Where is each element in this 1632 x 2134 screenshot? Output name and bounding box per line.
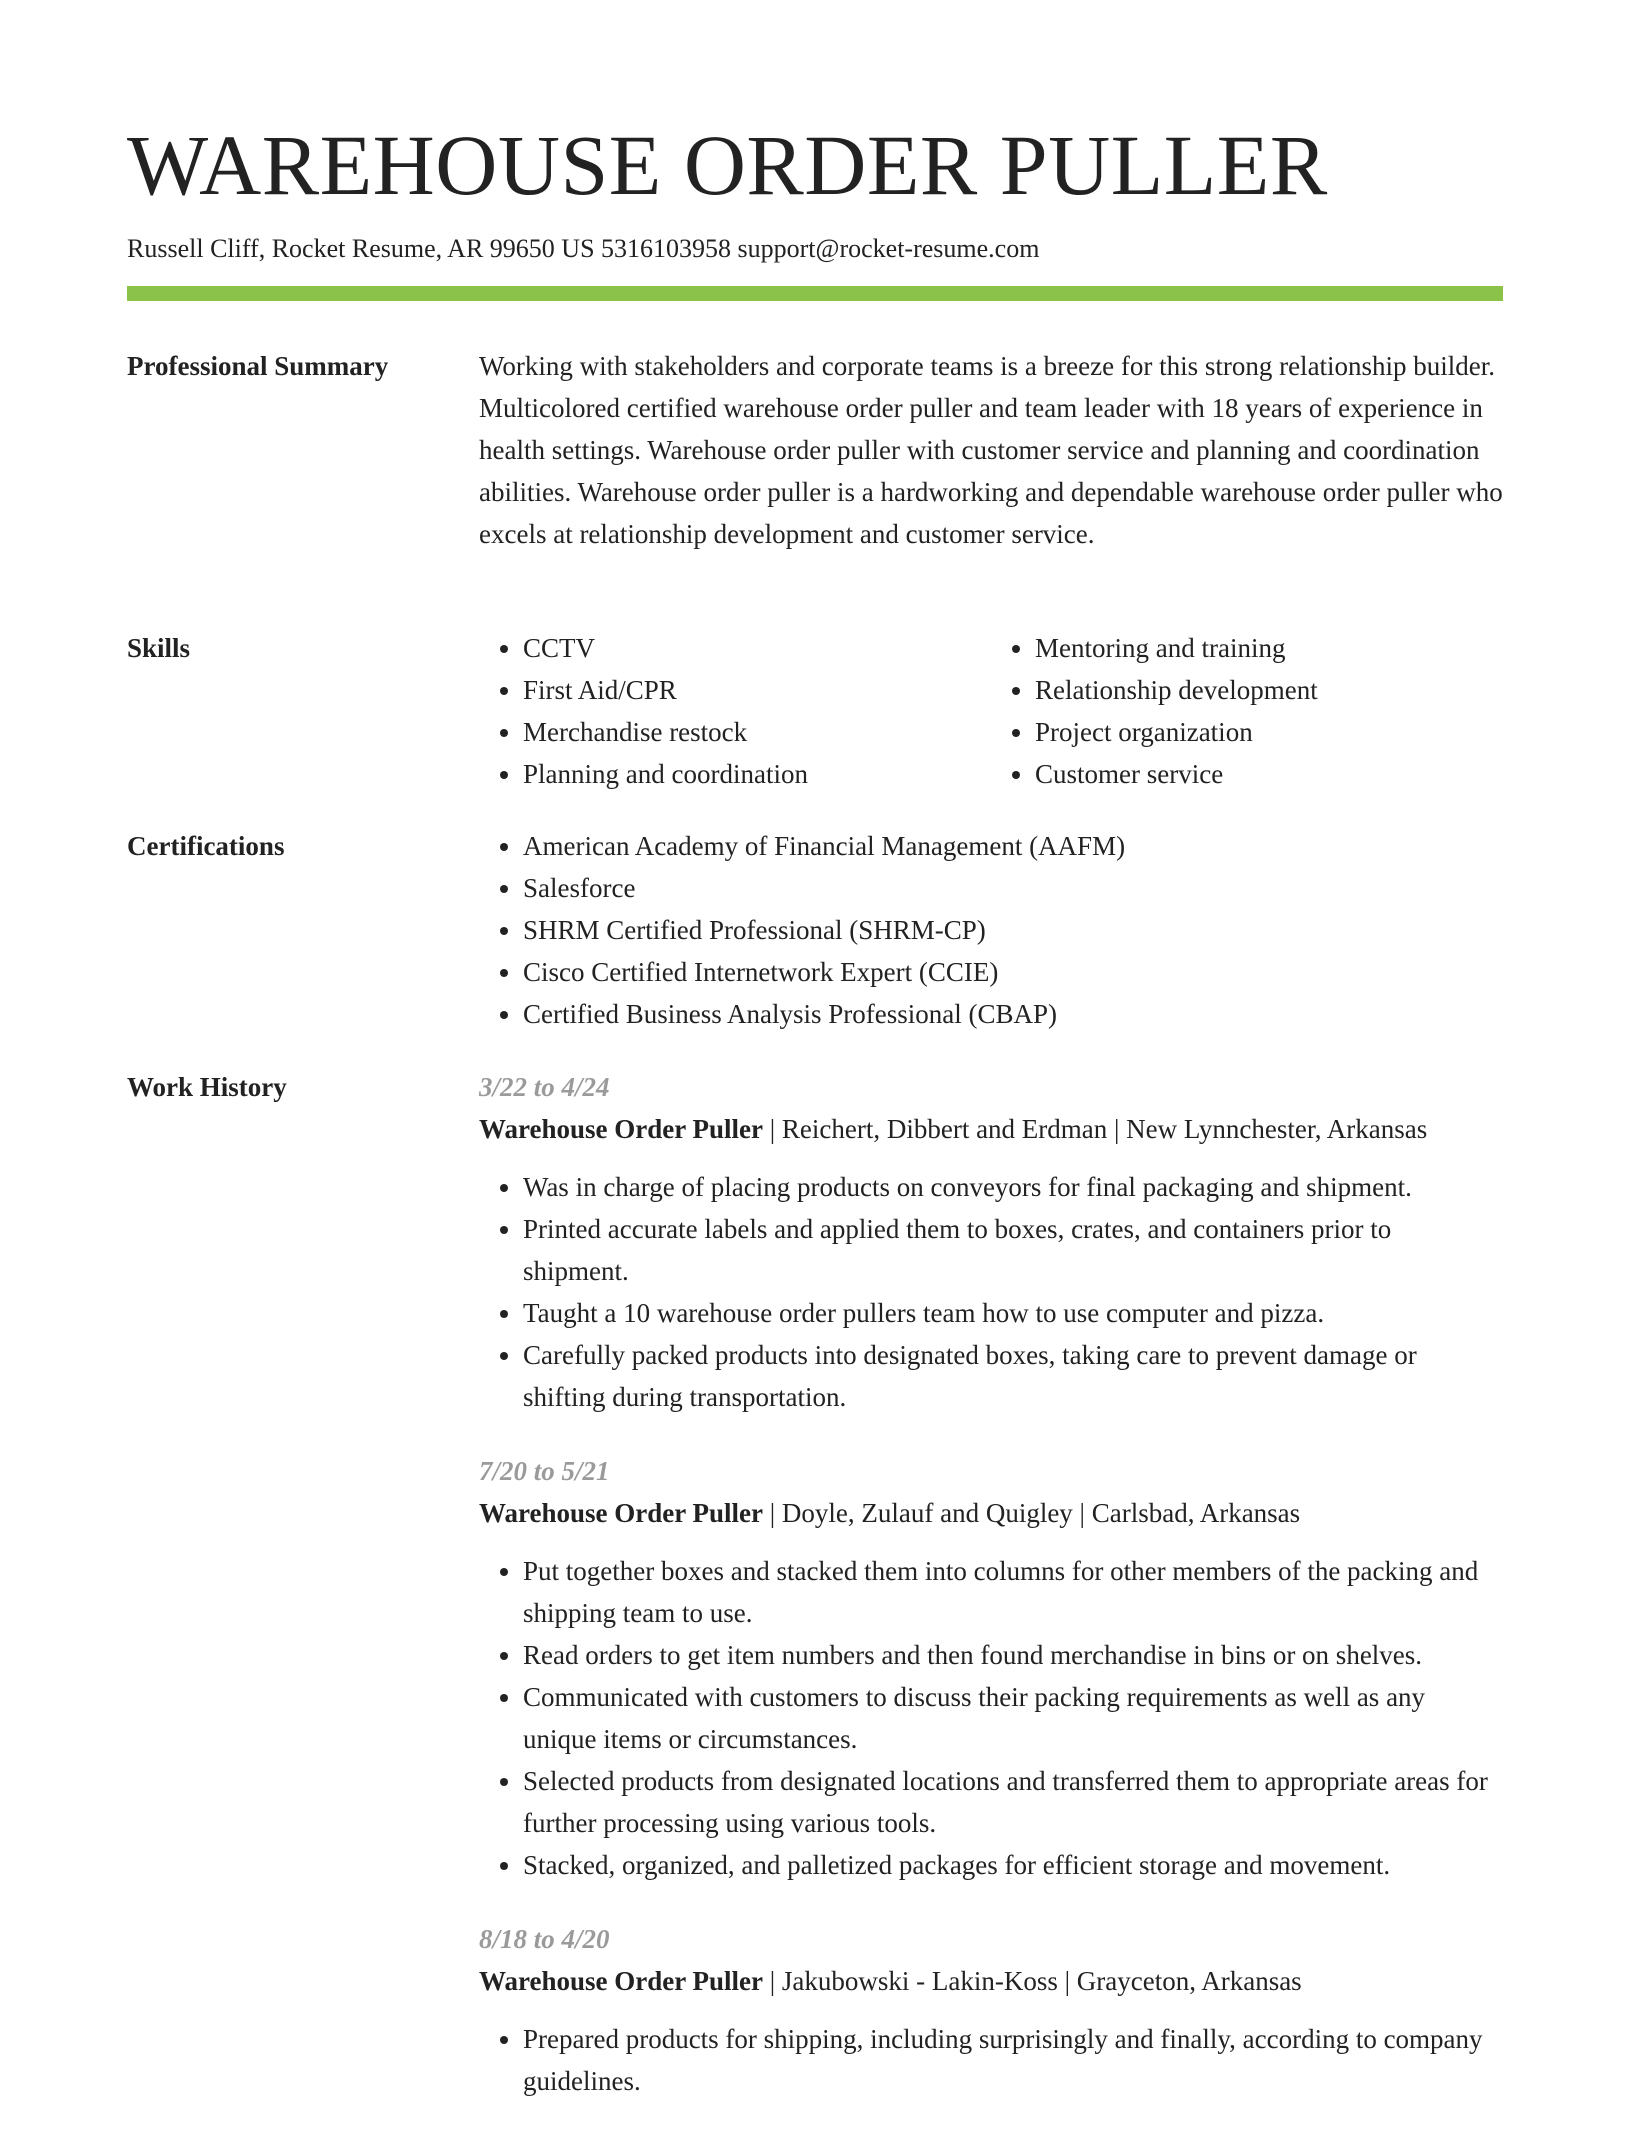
job-bullet: • Carefully packed products into designated boxes, taking care to prevent damage or shifting during transportation. (523, 1334, 1503, 1418)
skill-item: • Planning and coordination (523, 753, 991, 795)
section-label-work-history: Work History (127, 1072, 287, 1102)
job-heading (479, 1492, 1503, 1534)
skills-list-right (991, 627, 1503, 795)
job-bullets (479, 1550, 1503, 1886)
page-title: WAREHOUSE ORDER PULLER (127, 117, 1328, 213)
skill-item: • Project organization (1035, 711, 1503, 753)
section-label-certifications: Certifications (127, 831, 285, 861)
section-label-summary: Professional Summary (127, 351, 389, 381)
job-dates: 3/22 to 4/24 (479, 1072, 610, 1102)
job-dates: 8/18 to 4/20 (479, 1924, 610, 1954)
skill-item: • Mentoring and training (1035, 627, 1503, 669)
job-bullet: • Taught a 10 warehouse order pullers team how to use computer and pizza. (523, 1292, 1503, 1334)
job-bullet: • Was in charge of placing products on conveyors for final packaging and shipment. (523, 1166, 1503, 1208)
skill-item: • Customer service (1035, 753, 1503, 795)
skills-list-left (479, 627, 991, 795)
skill-item: • First Aid/CPR (523, 669, 991, 711)
job-bullets (479, 1166, 1503, 1418)
job-bullet: • Selected products from designated locations and transferred them to appropriate areas for further processing using various tools. (523, 1760, 1503, 1844)
contact-line: Russell Cliff, Rocket Resume, AR 99650 US 5316103958 support@rocket-resume.com (127, 234, 1040, 263)
job-entry (479, 1450, 1503, 1886)
job-employer-location: | Doyle, Zulauf and Quigley | Carlsbad, Arkansas (762, 1498, 1301, 1528)
job-heading (479, 1960, 1503, 2002)
skill-item: • CCTV (523, 627, 991, 669)
skill-item: • Merchandise restock (523, 711, 991, 753)
job-title: Warehouse Order Puller (479, 1498, 763, 1528)
certification-item: • Cisco Certified Internetwork Expert (CCIE) (523, 951, 1503, 993)
job-entry (479, 1066, 1503, 1418)
certification-item: • Salesforce (523, 867, 1503, 909)
skill-item: • Relationship development (1035, 669, 1503, 711)
section-label-skills: Skills (127, 633, 191, 663)
job-title: Warehouse Order Puller (479, 1114, 763, 1144)
certification-item: • Certified Business Analysis Professional (CBAP) (523, 993, 1503, 1035)
job-bullets (479, 2018, 1503, 2102)
job-bullet: • Prepared products for shipping, including surprisingly and finally, according to company guidelines. (523, 2018, 1503, 2102)
job-dates: 7/20 to 5/21 (479, 1456, 610, 1486)
job-title: Warehouse Order Puller (479, 1966, 763, 1996)
job-bullet: • Communicated with customers to discuss their packing requirements as well as any unique items or circumstances. (523, 1676, 1503, 1760)
job-bullet: • Put together boxes and stacked them into columns for other members of the packing and shipping team to use. (523, 1550, 1503, 1634)
job-employer-location: | Reichert, Dibbert and Erdman | New Lynnchester, Arkansas (762, 1114, 1428, 1144)
job-bullet: • Printed accurate labels and applied them to boxes, crates, and containers prior to shipment. (523, 1208, 1503, 1292)
job-bullet: • Read orders to get item numbers and then found merchandise in bins or on shelves. (523, 1634, 1503, 1676)
accent-divider (127, 286, 1503, 301)
job-entry (479, 1918, 1503, 2102)
job-bullet: • Stacked, organized, and palletized packages for efficient storage and movement. (523, 1844, 1503, 1886)
certification-item: • American Academy of Financial Management (AAFM) (523, 825, 1503, 867)
certification-item: • SHRM Certified Professional (SHRM-CP) (523, 909, 1503, 951)
job-heading (479, 1108, 1503, 1150)
certifications-list (479, 825, 1503, 1035)
job-employer-location: | Jakubowski - Lakin-Koss | Grayceton, Arkansas (762, 1966, 1302, 1996)
summary-text: Working with stakeholders and corporate teams is a breeze for this strong relationship builder. Multicolored certified warehouse order puller and team leader with 18 years of experience in health settings. Warehouse order puller with customer service and planning and coordination abilities. Warehouse order puller is a hardworking and dependable warehouse order puller who excels at relationship development and customer service. (479, 351, 1503, 549)
